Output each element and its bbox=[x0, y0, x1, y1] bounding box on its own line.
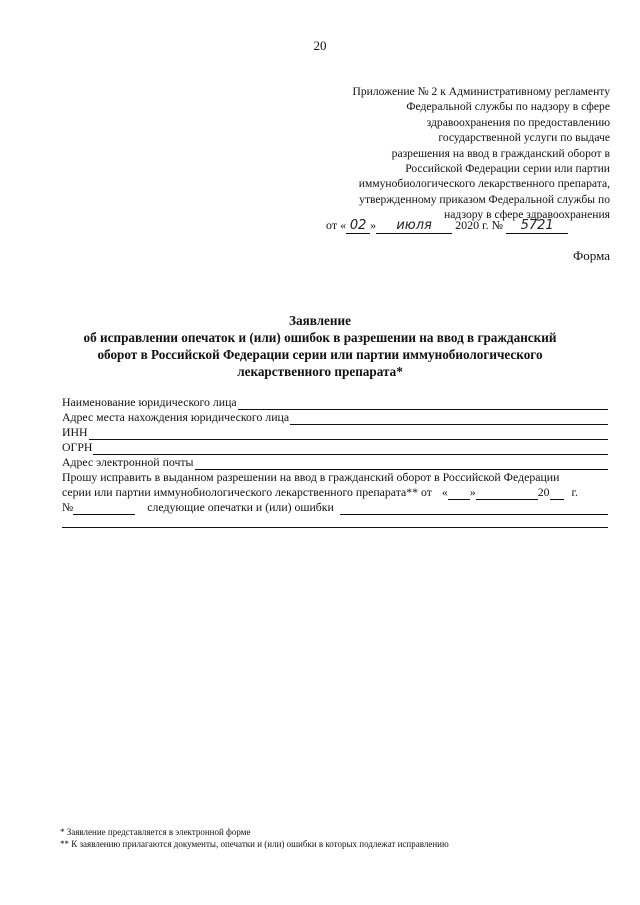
email-row bbox=[62, 455, 608, 470]
inn-field[interactable] bbox=[89, 428, 608, 440]
form-label: Форма bbox=[573, 248, 610, 263]
title-line: оборот в Российской Федерации серии или партии иммунобиологического bbox=[97, 347, 543, 362]
order-month-handwritten: июля bbox=[376, 218, 452, 234]
order-number-handwritten: 5721 bbox=[506, 218, 568, 234]
appendix-line: утвержденному приказом Федеральной службы по bbox=[359, 192, 610, 206]
errors-field[interactable] bbox=[340, 503, 608, 515]
date-year-prefix: 20 bbox=[537, 485, 550, 499]
ogrn-row bbox=[62, 440, 608, 455]
errors-field-continuation[interactable] bbox=[62, 515, 608, 528]
order-prefix: от « bbox=[326, 218, 347, 232]
org-name-row bbox=[62, 395, 608, 410]
appendix-header bbox=[300, 84, 610, 223]
appendix-line: здравоохранения по предоставлению bbox=[426, 115, 610, 129]
org-name-label: Наименование юридического лица bbox=[62, 395, 237, 409]
order-quote-close: » bbox=[370, 218, 377, 232]
appendix-line: иммунобиологического лекарственного препарата, bbox=[358, 177, 610, 191]
footnote-2: ** К заявлению прилагаются документы, опечатки и (или) ошибки в которых подлежат исправлению bbox=[60, 839, 449, 849]
date-quote-open: « bbox=[441, 485, 448, 499]
appendix-line: государственной услуги по выдаче bbox=[438, 131, 610, 145]
order-day-handwritten: 02 bbox=[346, 218, 370, 234]
appendix-line: Российской Федерации серии или партии bbox=[405, 162, 610, 176]
date-month-field[interactable] bbox=[476, 489, 538, 500]
request-row-2 bbox=[62, 485, 608, 500]
request-row-1 bbox=[62, 470, 608, 485]
date-day-field[interactable] bbox=[448, 489, 470, 500]
appendix-line: надзору в сфере здравоохранения bbox=[444, 208, 610, 222]
document-title bbox=[40, 312, 600, 380]
date-quote-close: » bbox=[469, 485, 476, 499]
org-name-field[interactable] bbox=[238, 398, 608, 410]
inn-row bbox=[62, 425, 608, 440]
inn-label: ИНН bbox=[62, 425, 88, 439]
request-text-line2: серии или партии иммунобиологического лекарственного препарата** от bbox=[62, 485, 432, 499]
date-year-field[interactable] bbox=[550, 489, 564, 500]
request-row-3 bbox=[62, 500, 608, 515]
appendix-line: Федеральной службы по надзору в сфере bbox=[406, 100, 610, 114]
number-sign: № bbox=[62, 500, 74, 514]
page-number: 20 bbox=[313, 38, 327, 53]
title-line: об исправлении опечаток и (или) ошибок в разрешении на ввод в гражданский bbox=[83, 330, 557, 345]
footnotes bbox=[60, 826, 449, 850]
appendix-line: разрешения на ввод в гражданский оборот в bbox=[391, 146, 610, 160]
title-line: лекарственного препарата* bbox=[237, 364, 403, 379]
email-field[interactable] bbox=[195, 458, 609, 470]
address-field[interactable] bbox=[290, 413, 608, 425]
address-row bbox=[62, 410, 608, 425]
request-text-line3: следующие опечатки и (или) ошибки bbox=[147, 500, 334, 514]
ogrn-label: ОГРН bbox=[62, 440, 93, 454]
title-heading: Заявление bbox=[289, 313, 351, 328]
order-reference bbox=[326, 218, 568, 234]
email-label: Адрес электронной почты bbox=[62, 455, 194, 469]
request-text-line1: Прошу исправить в выданном разрешении на ввод в гражданский оборот в Российской Федерации bbox=[62, 470, 560, 484]
address-label: Адрес места нахождения юридического лица bbox=[62, 410, 290, 424]
order-year-text: 2020 г. № bbox=[455, 218, 504, 232]
application-form bbox=[62, 395, 608, 528]
appendix-line: Приложение № 2 к Административному регламенту bbox=[352, 85, 610, 98]
date-year-suffix: г. bbox=[571, 485, 578, 499]
ogrn-field[interactable] bbox=[93, 443, 608, 455]
permit-number-field[interactable] bbox=[73, 504, 135, 515]
footnote-1: * Заявление представляется в электронной форме bbox=[60, 827, 251, 837]
